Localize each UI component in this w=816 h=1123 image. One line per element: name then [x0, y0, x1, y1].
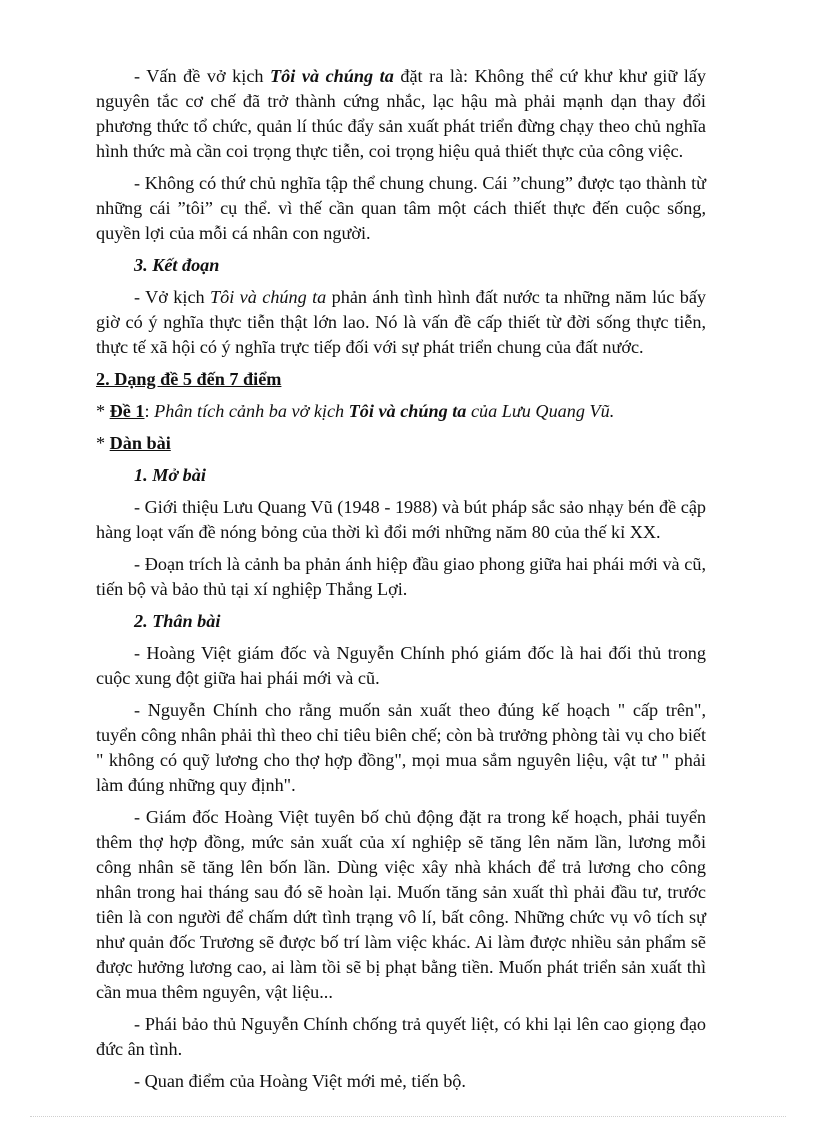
heading-than-bai [96, 609, 706, 634]
exercise-prompt [96, 399, 706, 424]
heading-text: 2. Dạng đề 5 đến 7 điểm [96, 369, 282, 389]
paragraph-characters: - Hoàng Việt giám đốc và Nguyễn Chính phó giám đốc là hai đối thủ trong cuộc xung đột giữa hai phái mới và cũ. [96, 643, 706, 688]
heading-ket-doan [96, 253, 706, 278]
page-bottom-rule [30, 1116, 786, 1117]
paragraph-hoang-viet: - Giám đốc Hoàng Việt tuyên bố chủ động đặt ra trong kế hoạch, phải tuyển thêm thợ hợp đồng, mức sản xuất của xí nghiệp sẽ tăng lên năm lần, lương mỗi công nhân sẽ tăng lên bốn lần. Dùng việc xây nhà khách để trả lương cho công nhân trong hai tháng sau đó sẽ hoàn lại. Muốn tăng sản xuất thì phải đầu tư, trước tiên là con người để chấm dứt tình trạng vô lí, bất công. Những chức vụ vô tích sự như quản đốc Trương sẽ được bố trí làm việc khác. Ai làm được nhiều sản phẩm sẽ được hưởng lương cao, ai làm tồi sẽ bị phạt bằng tiền. Muốn phát triển sản xuất thì cần mua thêm nguyên, vật liệu... [96, 807, 706, 1002]
exercise-text: của Lưu Quang Vũ. [466, 401, 615, 421]
heading-dang-de [96, 367, 706, 392]
paragraph-nguyen-chinh: - Nguyễn Chính cho rằng muốn sản xuất theo đúng kế hoạch " cấp trên", tuyển công nhân phải thì theo chỉ tiêu biên chế; còn bà trưởng phòng tài vụ cho biết " không có quỹ lương cho thợ hợp đồng", mọi mua sắm nguyên liệu, vật tư " phải làm đúng những quy định". [96, 700, 706, 795]
paragraph-issue-raised [96, 64, 706, 164]
play-title: Tôi và chúng ta [270, 66, 394, 86]
paragraph-conclusion [96, 285, 706, 360]
exercise-text: Phân tích cảnh ba vở kịch [154, 401, 349, 421]
bullet-star: * [96, 433, 110, 453]
paragraph-conservatives: - Phái bảo thủ Nguyễn Chính chống trả quyết liệt, có khi lại lên cao giọng đạo đức ân tình. [96, 1014, 706, 1059]
paragraph-text: - Vở kịch [134, 287, 211, 307]
paragraph-text: đặt ra là: Không thể cứ khư khư giữ lấy nguyên tắc cơ chế đã trở thành cứng nhắc, lạc hậu mà phải mạnh dạn thay đổi phương thức tổ chức, quản lí thúc đẩy sản xuất phát triển đừng chạy theo chủ nghĩa hình thức mà cần coi trọng thực tiễn, coi trọng hiệu quả thiết thực của công việc. [96, 66, 706, 161]
bullet-star: * [96, 401, 110, 421]
paragraph-collectivism: - Không có thứ chủ nghĩa tập thể chung chung. Cái ”chung” được tạo thành từ những cái ”tôi” cụ thể. vì thế cần quan tâm một cách thiết thực đến cuộc sống, quyền lợi của mỗi cá nhân con người. [96, 173, 706, 243]
heading-text: 2. Thân bài [134, 611, 221, 631]
heading-mo-bai [96, 463, 706, 488]
heading-text: 1. Mở bài [134, 465, 206, 485]
document-page [96, 64, 706, 1101]
outline-label: Dàn bài [109, 433, 171, 453]
paragraph-viewpoint: - Quan điểm của Hoàng Việt mới mẻ, tiến bộ. [134, 1071, 466, 1091]
paragraph-text: - Vấn đề vở kịch [134, 66, 271, 86]
colon: : [144, 401, 155, 421]
exercise-label: Đề 1 [109, 401, 145, 421]
play-title: Tôi và chúng ta [210, 287, 327, 307]
outline-heading [96, 431, 706, 456]
paragraph-intro-scene: - Đoạn trích là cảnh ba phản ánh hiệp đầu giao phong giữa hai phái mới và cũ, tiến bộ và bảo thủ tại xí nghiệp Thắng Lợi. [96, 554, 706, 599]
play-title: Tôi và chúng ta [348, 401, 467, 421]
heading-text: 3. Kết đoạn [134, 255, 220, 275]
paragraph-intro-author: - Giới thiệu Lưu Quang Vũ (1948 - 1988) và bút pháp sắc sảo nhạy bén đề cập hàng loạt vấn đề nóng bỏng của thời kì đổi mới những năm 80 của thế kỉ XX. [96, 497, 706, 542]
paragraph-text: phản ánh tình hình đất nước ta những năm lúc bấy giờ có ý nghĩa thực tiễn thật lớn lao. Nó là vấn đề cấp thiết từ đời sống thực tiễn, thực tế xã hội có ý nghĩa trực tiếp đối với sự phát triển chung của đất nước. [96, 287, 706, 357]
